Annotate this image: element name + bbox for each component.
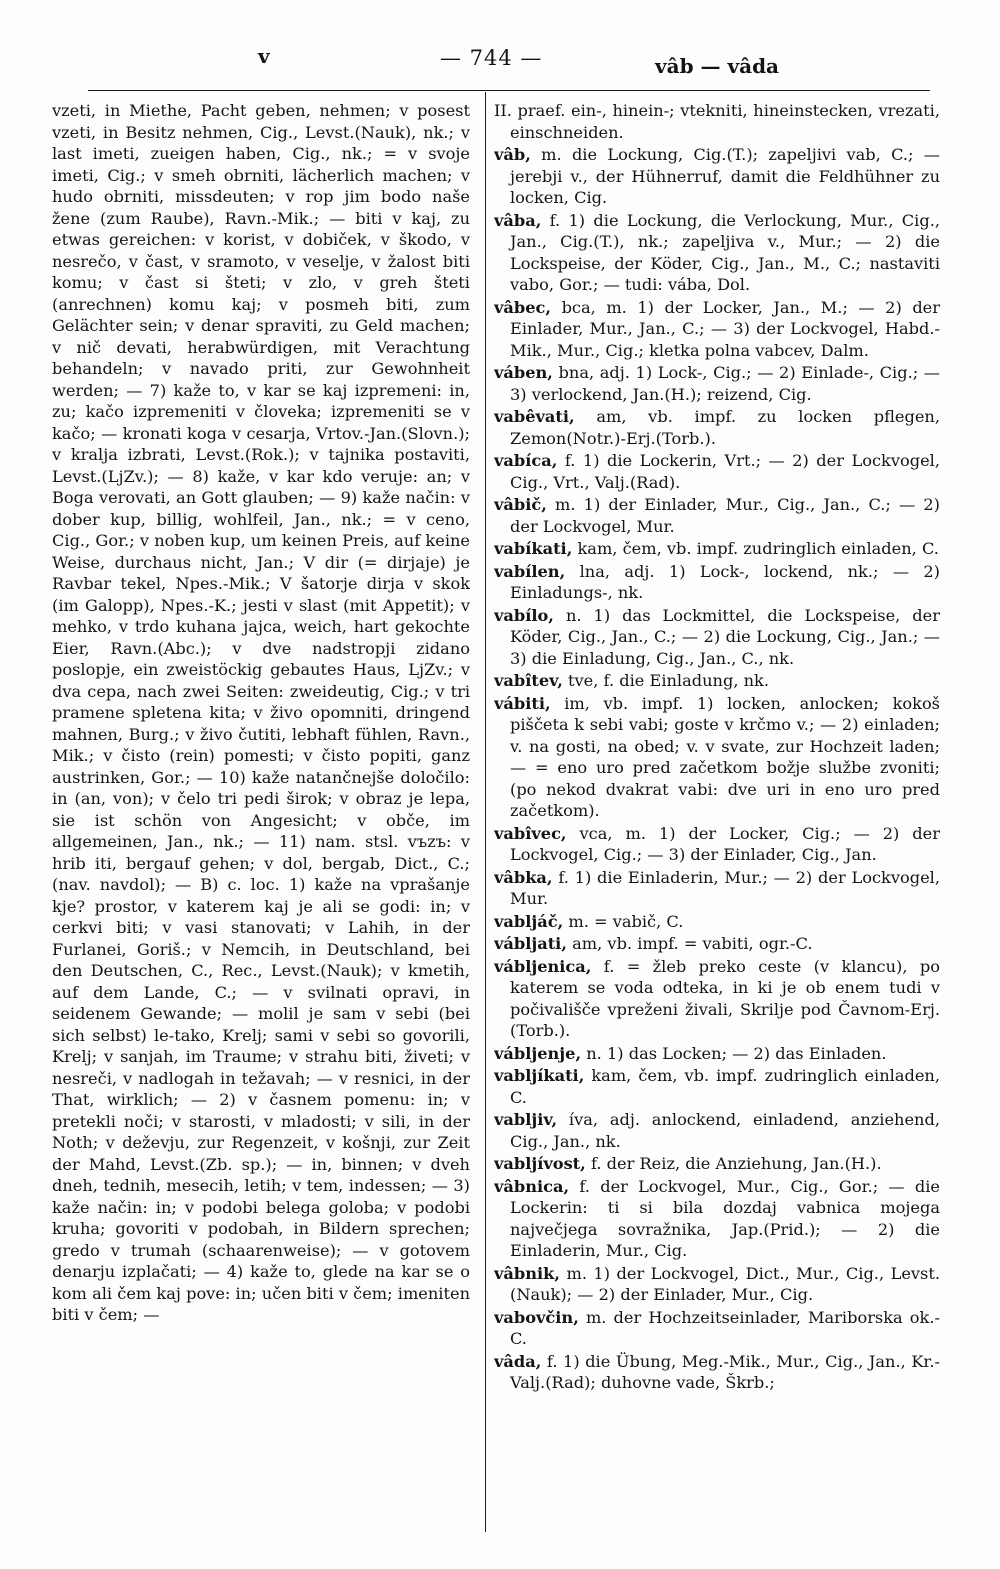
dictionary-entry (494, 100, 940, 143)
entry-definition: f. 1) die Übung, Meg.-Mik., Mur., Cig., Jan., Kr.-Valj.(Rad); duhovne vade, Škrb.; (510, 1351, 940, 1392)
dictionary-entry (494, 933, 940, 955)
header-rule (88, 90, 930, 91)
entry-headword: vabljáč, (494, 911, 564, 931)
dictionary-entry (494, 297, 940, 362)
dictionary-entry (494, 450, 940, 493)
dictionary-entry (494, 956, 940, 1042)
entry-headword: vâbnik, (494, 1263, 560, 1283)
entry-definition: íva, adj. anlockend, einladend, anziehend, Cig., Jan., nk. (510, 1110, 940, 1151)
dictionary-entry (494, 362, 940, 405)
entry-headword: vabljiv, (494, 1110, 558, 1129)
entry-definition: lna, adj. 1) Lock-, lockend, nk.; — 2) Einladungs-, nk. (510, 561, 940, 602)
entry-definition: kam, čem, vb. impf. zudringlich einladen, C. (577, 539, 939, 558)
column-divider (485, 92, 486, 1532)
dictionary-entry (494, 538, 940, 560)
entry-definition: f. = žleb preko ceste (v klancu), po katerem se voda odteka, in ki je ob enem tudi v počivališče vpreženi živali, Skrilje pod Čavnom-Erj.(Torb.). (510, 956, 940, 1040)
header-entry-range: vâb — vâda (655, 54, 780, 78)
dictionary-entry (494, 1351, 940, 1394)
entry-headword: vâba, (494, 210, 542, 230)
left-column-text: vzeti, in Miethe, Pacht geben, nehmen; v posest vzeti, in Besitz nehmen, Cig., Levst.(Nauk), nk.; v last imeti, zueigen haben, Cig., nk.; = v svoje imeti, Cig.; v smeh obrniti, lächerlich machen; v hudo obrniti, missdeuten; v rop jim bodo naše žene (zum Raube), Ravn.-Mik.; — biti v kaj, zu etwas gereichen: v korist, v dobiček, v škodo, v nesrečo, v čast, v sramoto, v veselje, v žalost biti komu; v čast si šteti; v zlo, v greh šteti (anrechnen) komu kaj; v posmeh biti, zum Gelächter sein; v denar spraviti, zu Geld machen; v nič devati, herabwürdigen, mit Verachtung behandeln; v navado priti, zur Gewohnheit werden; — 7) kaže to, v kar se kaj izpremeni: in, zu; kačo izpremeniti v človeka; izpremeniti se v kačo; — kronati koga v cesarja, Vrtov.-Jan.(Slovn.); v kralja izbrati, Levst.(Rok.); v tajnika postaviti, Levst.(LjZv.); — 8) kaže, v kar kdo veruje: an; v Boga verovati, an Gott glauben; — 9) kaže način: v dober kup, billig, wohlfeil, Jan., nk.; = v ceno, Cig., Gor.; v noben kup, um keinen Preis, auf keine Weise, durchaus nicht, Jan.; V dir (= dirjaje) je Ravbar tekel, Npes.-Mik.; V šatorje dirja v skok (im Galopp), Npes.-K.; jesti v slast (mit Appetit); v mehko, v trdo kuhana jajca, weich, hart gekochte Eier, Ravn.(Abc.); v dve nadstropji zidano poslopje, ein zweistöckig gebautes Haus, LjZv.; v dva cepa, nach zwei Seiten: zweideutig, Cig.; v tri pramene spletena kita; v živo opomniti, dringend mahnen, Burg.; v živo čutiti, lebhaft fühlen, Ravn., Mik.; v čisto (rein) pomesti; v čisto popiti, ganz austrinken, Gor.; — 10) kaže natančnejše določilo: in (an, von); v čelo tri pedi širok; v obraz je lepa, sie ist schön von Angesicht; v obče, im allgemeinen, Jan., nk.; — 11) nam. stsl. vъzъ: v hrib iti, bergauf gehen; v dol, bergab, Dict., C.; (nav. navdol); — B) c. loc. 1) kaže na vprašanje kje? prostor, v katerem kaj je ali se godi: in; v cerkvi biti; v vasi stanovati; v Lahih, in der Furlanei, Goriš.; v Nemcih, in Deutschland, bei den Deutschen, C., Rec., Levst.(Nauk); v kmetih, auf dem Lande, C.; — v svilnati opravi, in seidenem Gewande; — molil je sam v sebi (bei sich selbst) le-tako, Krelj; sami v sebi so govorili, Krelj; v sanjah, im Traume; v strahu biti, živeti; v nesreči, v nadlogah in težavah; — v resnici, in der That, wirklich; — 2) v časnem pomenu: in; v pretekli noči; v starosti, v mladosti; v sili, in der Noth; v deževju, zur Regenzeit, v košnji, zur Zeit der Mahd, Levst.(Zb. sp.); — in, binnen; v dveh dneh, tednih, mesecih, letih; v tem, indessen; — 3) kaže način: in; v podobi belega goloba; v podobi kruha; govoriti v podobah, in Bildern sprechen; gredo v trumah (schaarenweise); — v gotovem denarju izplačati; — 4) kaže to, glede na kar se o kom ali čem kaj pove: in; učen biti v čem; imeniten biti v čem; — (52, 101, 470, 1324)
dictionary-entry (494, 1307, 940, 1350)
dictionary-entry (494, 670, 940, 692)
entry-definition: tve, f. die Einladung, nk. (568, 671, 769, 690)
entry-definition: am, vb. impf. = vabiti, ogr.-C. (572, 934, 813, 953)
entry-definition: m. der Hochzeitseinlader, Mariborska ok.-C. (510, 1307, 940, 1348)
dictionary-entry (494, 494, 940, 537)
entry-headword: vabîvec, (494, 823, 567, 843)
dictionary-entry (494, 911, 940, 933)
dictionary-entry (494, 1043, 940, 1065)
entry-headword: vâb, (494, 145, 531, 164)
entry-headword: vabílo, (494, 605, 554, 625)
dictionary-entry (494, 823, 940, 866)
entry-definition: m. 1) der Einlader, Mur., Cig., Jan., C.; — 2) der Lockvogel, Mur. (510, 495, 940, 536)
entry-headword: vâbec, (494, 297, 552, 317)
dictionary-entry (494, 1109, 940, 1152)
page-header (0, 0, 1000, 92)
dictionary-entry (494, 1263, 940, 1306)
entry-definition: m. = vabič, C. (568, 911, 684, 931)
entry-headword: vábiti, (494, 693, 551, 713)
entry-headword: vábljati, (494, 934, 567, 953)
entry-headword: vabovčin, (494, 1307, 579, 1327)
entry-definition: f. 1) die Einladerin, Mur.; — 2) der Lockvogel, Mur. (510, 867, 940, 908)
page-number: — 744 — (440, 46, 543, 70)
header-letter: v (258, 44, 270, 68)
dictionary-entry (494, 406, 940, 449)
entry-definition: n. 1) das Locken; — 2) das Einladen. (586, 1043, 887, 1063)
entry-definition: bna, adj. 1) Lock-, Cig.; — 2) Einlade-, Cig.; — 3) verlockend, Jan.(H.); reizend, Cig. (510, 363, 940, 404)
entry-definition: II. praef. ein-, hinein-; vtekniti, hineinstecken, vrezati, einschneiden. (494, 101, 940, 142)
entry-definition: m. die Lockung, Cig.(T.); zapeljivi vab, C.; — jerebji v., der Hühnerruf, damit die Feldhühner zu locken, Cig. (510, 145, 940, 207)
right-column (494, 100, 940, 1540)
entry-definition: m. 1) der Lockvogel, Dict., Mur., Cig., Levst.(Nauk); — 2) der Einlader, Mur., Cig. (510, 1263, 940, 1304)
entry-definition: am, vb. impf. zu locken pflegen, Zemon(Notr.)-Erj.(Torb.). (510, 407, 940, 448)
entry-headword: vábljenica, (494, 956, 592, 976)
entry-definition: f. der Reiz, die Anziehung, Jan.(H.). (590, 1154, 882, 1173)
entry-headword: vâbnica, (494, 1176, 570, 1196)
entry-definition: bca, m. 1) der Locker, Jan., M.; — 2) der Einlader, Mur., Jan., C.; — 3) der Lockvogel, Habd.-Mik., Mur., Cig.; kletka polna vabcev, Dalm. (510, 297, 940, 360)
dictionary-entry (494, 867, 940, 910)
entry-definition: f. 1) die Lockung, die Verlockung, Mur., Cig., Jan., Cig.(T.), nk.; zapeljiva v., Mur.; — 2) die Lockspeise, der Köder, Cig., Jan., M., C.; nastaviti vabo, Gor.; — tudi: vába, Dol. (510, 210, 940, 294)
dictionary-entry (494, 1176, 940, 1262)
entry-definition: n. 1) das Lockmittel, die Lockspeise, der Köder, Cig., Jan., C.; — 2) die Lockung, Cig., Jan.; — 3) die Einladung, Cig., Jan., C., nk. (510, 605, 940, 668)
dictionary-entry (494, 693, 940, 822)
entry-headword: vâda, (494, 1351, 542, 1371)
entry-headword: vabíca, (494, 451, 558, 470)
dictionary-entry (494, 210, 940, 296)
entry-definition: f. 1) die Lockerin, Vrt.; — 2) der Lockvogel, Cig., Vrt., Valj.(Rad). (510, 451, 940, 492)
entry-definition: f. der Lockvogel, Mur., Cig., Gor.; — die Lockerin: ti si bila dozdaj vabnica mojega največjega sovražnika, Jap.(Prid.); — 2) die Einladerin, Mur., Cig. (510, 1176, 940, 1260)
entry-headword: vabljívost, (494, 1154, 586, 1173)
entry-definition: vca, m. 1) der Locker, Cig.; — 2) der Lockvogel, Cig.; — 3) der Einlader, Cig., Jan. (510, 823, 940, 864)
entry-headword: vabîtev, (494, 671, 563, 690)
dictionary-entry (494, 605, 940, 670)
dictionary-entry (494, 561, 940, 604)
dictionary-entry (494, 1153, 940, 1175)
entry-headword: vábljenje, (494, 1043, 582, 1063)
entry-headword: vâbič, (494, 495, 547, 514)
entry-definition: kam, čem, vb. impf. zudringlich einladen, C. (510, 1066, 940, 1107)
entry-headword: váben, (494, 363, 553, 382)
dictionary-entry (494, 144, 940, 209)
entry-definition: im, vb. impf. 1) locken, anlocken; kokoš piščeta k sebi vabi; goste v krčmo v.; — 2) einladen; v. na gosti, na obed; v. v svate, zur Hochzeit laden; — = eno uro pred začetkom božje službe zvoniti; (po nekod dvakrat vabi: dve uri in eno uro pred začetkom). (510, 693, 940, 820)
dictionary-entry (494, 1065, 940, 1108)
left-column (52, 100, 470, 1540)
entry-headword: vabíkati, (494, 539, 573, 558)
entry-headword: vabílen, (494, 561, 566, 581)
entry-headword: vâbka, (494, 867, 553, 887)
entry-headword: vabljíkati, (494, 1066, 585, 1085)
entry-headword: vabêvati, (494, 407, 575, 426)
